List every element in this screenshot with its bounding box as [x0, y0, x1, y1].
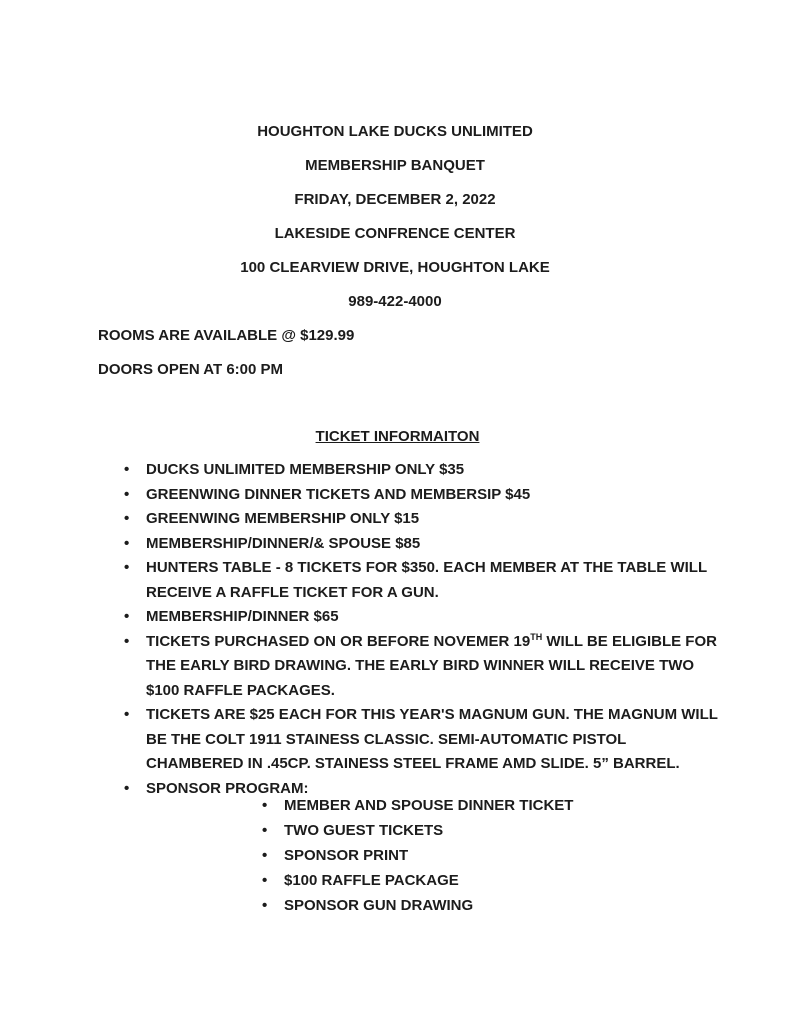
- list-item: • GREENWING DINNER TICKETS AND MEMBERSIP $45: [124, 483, 724, 508]
- venue-name: LAKESIDE CONFRENCE CENTER: [274, 225, 516, 242]
- list-item: • DUCKS UNLIMITED MEMBERSHIP ONLY $35: [124, 458, 724, 483]
- event-name: MEMBERSHIP BANQUET: [305, 157, 485, 174]
- sponsor-item: • SPONSOR PRINT: [262, 843, 662, 868]
- rooms-info: ROOMS ARE AVAILABLE @ $129.99: [98, 327, 355, 344]
- list-item-early-bird: [124, 630, 724, 704]
- sponsor-item: • TWO GUEST TICKETS: [262, 818, 662, 843]
- early-bird-text: TICKETS PURCHASED ON OR BEFORE NOVEMER 19: [146, 632, 531, 650]
- event-date: FRIDAY, DECEMBER 2, 2022: [294, 191, 496, 208]
- list-item-magnum: • TICKETS ARE $25 EACH FOR THIS YEAR'S MAGNUM GUN. THE MAGNUM WILL BE THE COLT 1911 STAINESS CLASSIC. SEMI-AUTOMATIC PISTOL CHAMBERED IN .45CP. STAINESS STEEL FRAME AMD SLIDE. 5” BARREL.: [124, 703, 724, 777]
- sponsor-list: [262, 793, 662, 918]
- list-item: • GREENWING MEMBERSHIP ONLY $15: [124, 507, 724, 532]
- org-name: HOUGHTON LAKE DUCKS UNLIMITED: [257, 123, 533, 140]
- early-bird-sup: TH: [530, 631, 543, 642]
- ticket-info-heading: TICKET INFORMAITON: [315, 428, 480, 445]
- ticket-list: [124, 458, 724, 801]
- sponsor-program-label: • SPONSOR PROGRAM:: [124, 777, 724, 802]
- sponsor-item: • MEMBER AND SPOUSE DINNER TICKET: [262, 793, 662, 818]
- venue-address: 100 CLEARVIEW DRIVE, HOUGHTON LAKE: [240, 259, 550, 276]
- sponsor-item: • SPONSOR GUN DRAWING: [262, 893, 662, 918]
- sponsor-item: • $100 RAFFLE PACKAGE: [262, 868, 662, 893]
- list-item: • HUNTERS TABLE - 8 TICKETS FOR $350. EACH MEMBER AT THE TABLE WILL RECEIVE A RAFFLE TICKET FOR A GUN.: [124, 556, 724, 605]
- venue-phone: 989-422-4000: [348, 293, 442, 310]
- list-item: • MEMBERSHIP/DINNER/& SPOUSE $85: [124, 532, 724, 557]
- early-bird-text-rest: WILL BE ELIGIBLE FOR THE EARLY BIRD DRAWING. THE EARLY BIRD WINNER WILL RECEIVE TWO $100 RAFFLE PACKAGES.: [146, 632, 717, 699]
- doors-info: DOORS OPEN AT 6:00 PM: [98, 361, 284, 378]
- list-item: • MEMBERSHIP/DINNER $65: [124, 605, 724, 630]
